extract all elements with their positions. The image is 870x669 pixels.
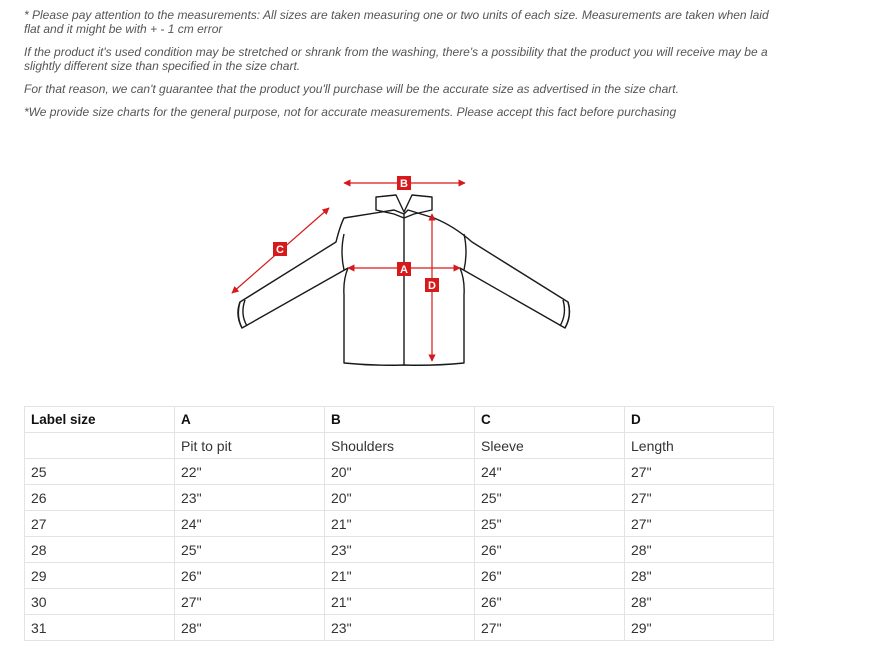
table-cell: 20" [325,459,475,485]
jacket-illustration [222,170,582,380]
table-cell: 26 [25,485,175,511]
marker-b-label: B [400,178,408,190]
table-cell: 27" [625,485,774,511]
table-cell: 25" [475,511,625,537]
table-cell: 24" [475,459,625,485]
table-cell: 22" [175,459,325,485]
table-cell: 28" [625,589,774,615]
table-cell: 23" [325,615,475,641]
marker-c [273,242,287,256]
table-cell: 26" [475,589,625,615]
table-row [25,459,774,485]
note-used-condition: If the product it's used condition may be stretched or shrank from the washing, there's a possibility that the product you will receive may be a slightly different size than specified in the size chart. [24,45,768,73]
table-cell: 25" [475,485,625,511]
table-row [25,589,774,615]
table-cell: 29" [625,615,774,641]
header-d: D [625,407,774,433]
table-cell: 28" [625,537,774,563]
size-notes [24,8,784,128]
marker-d [425,278,439,292]
table-row [25,485,774,511]
subheader-length: Length [625,433,774,459]
subheader-pit-to-pit: Pit to pit [175,433,325,459]
header-a: A [175,407,325,433]
table-cell: 21" [325,511,475,537]
table-cell: 28" [625,563,774,589]
subheader-shoulders: Shoulders [325,433,475,459]
table-cell: 27" [625,511,774,537]
note-no-guarantee: For that reason, we can't guarantee that the product you'll purchase will be the accurate size as advertised in the size chart. [24,82,679,96]
table-row [25,615,774,641]
table-cell: 20" [325,485,475,511]
note-general-purpose: *We provide size charts for the general purpose, not for accurate measurements. Please accept this fact before purchasing [24,105,677,119]
table-row [25,537,774,563]
table-cell: 24" [175,511,325,537]
size-chart-table [24,406,774,641]
marker-d-label: D [428,280,436,292]
table-cell: 29 [25,563,175,589]
table-cell: 30 [25,589,175,615]
marker-b [397,176,411,190]
table-cell: 26" [475,563,625,589]
table-cell: 23" [175,485,325,511]
header-c: C [475,407,625,433]
marker-a-label: A [400,264,408,276]
table-row [25,511,774,537]
jacket-outline [238,195,570,365]
marker-a [397,262,411,276]
header-b: B [325,407,475,433]
jacket-measurement-diagram [222,170,582,380]
subheader-sleeve: Sleeve [475,433,625,459]
table-cell: 23" [325,537,475,563]
table-header-row [25,407,774,433]
note-measurement-error: * Please pay attention to the measurements: All sizes are taken measuring one or two units of each size. Measurements are taken when laid flat and it might be with + - 1 cm error [24,8,769,36]
table-cell: 25 [25,459,175,485]
header-label-size: Label size [25,407,175,433]
table-cell: 21" [325,563,475,589]
table-cell: 26" [175,563,325,589]
table-cell: 27" [175,589,325,615]
table-cell: 28 [25,537,175,563]
table-cell: 26" [475,537,625,563]
table-cell: 27" [475,615,625,641]
table-cell: 28" [175,615,325,641]
measurement-arrows [232,183,465,361]
table-cell: 21" [325,589,475,615]
table-cell: 27" [625,459,774,485]
table-row [25,563,774,589]
marker-c-label: C [276,244,284,256]
table-cell: 25" [175,537,325,563]
table-subheader-row [25,433,774,459]
table-cell: 31 [25,615,175,641]
subheader-cell [25,433,175,459]
table-cell: 27 [25,511,175,537]
